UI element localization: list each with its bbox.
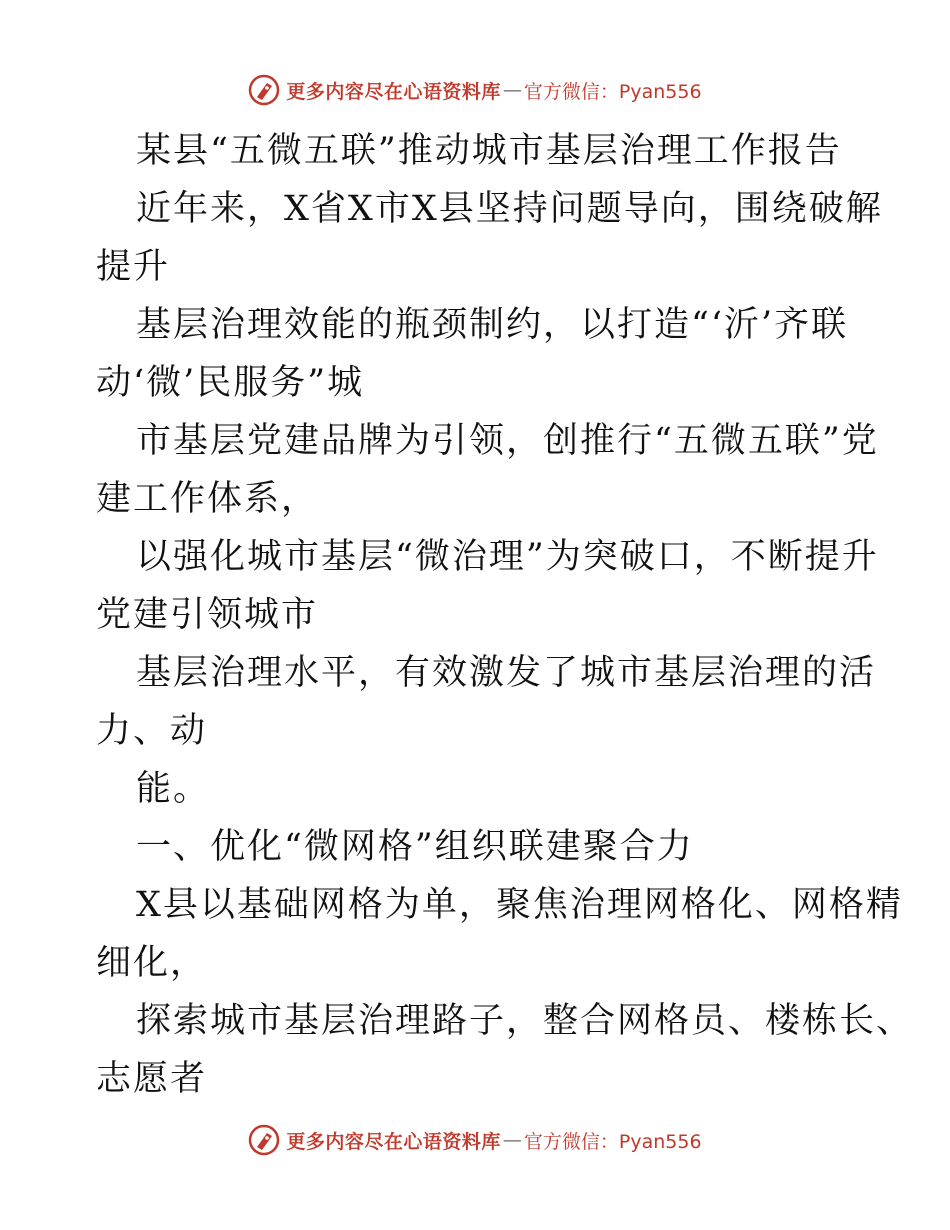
document-line: 近年来，X省X市X县坚持问题导向，围绕破解 (136, 189, 883, 229)
pen-nib-logo-icon (248, 74, 280, 106)
document-body (96, 122, 914, 1108)
document-line: 以强化城市基层“微治理”为突破口，不断提升 (136, 537, 879, 577)
document-line: 党建引领城市 (96, 595, 319, 635)
document-line: 建工作体系， (96, 479, 319, 519)
document-line: 基层治理水平，有效激发了城市基层治理的活 (136, 653, 877, 693)
footer-banner (0, 1120, 950, 1160)
banner-wechat-text: 官方微信：Pyan556 (523, 80, 702, 103)
document-line: 探索城市基层治理路子，整合网格员、楼栋长、 (136, 1001, 914, 1041)
document-line: 细化， (96, 943, 208, 983)
document-title: 某县“五微五联”推动城市基层治理工作报告 (136, 131, 842, 171)
document-line: 基层治理效能的瓶颈制约，以打造“‘沂’齐联 (136, 305, 849, 345)
pen-nib-logo-icon (248, 1124, 280, 1156)
document-line: 动‘微’民服务”城 (96, 363, 365, 403)
document-line: X县以基础网格为单，聚焦治理网格化、网格精 (136, 885, 903, 925)
document-line: 能。 (136, 769, 211, 809)
banner-wechat-text: 官方微信：Pyan556 (523, 1130, 702, 1153)
banner-main-text: 更多内容尽在心语资料库 (286, 80, 501, 103)
banner-main-text: 更多内容尽在心语资料库 (286, 1130, 501, 1153)
document-line: 提升 (96, 247, 171, 287)
banner-separator: — (502, 1129, 522, 1151)
document-line: 市基层党建品牌为引领，创推行“五微五联”党 (136, 421, 879, 461)
document-line: 力、动 (96, 711, 208, 751)
document-line: 一、优化“微网格”组织联建聚合力 (136, 827, 694, 867)
banner-separator: — (502, 79, 522, 101)
header-banner (0, 70, 950, 110)
document-line: 志愿者 (96, 1059, 208, 1099)
